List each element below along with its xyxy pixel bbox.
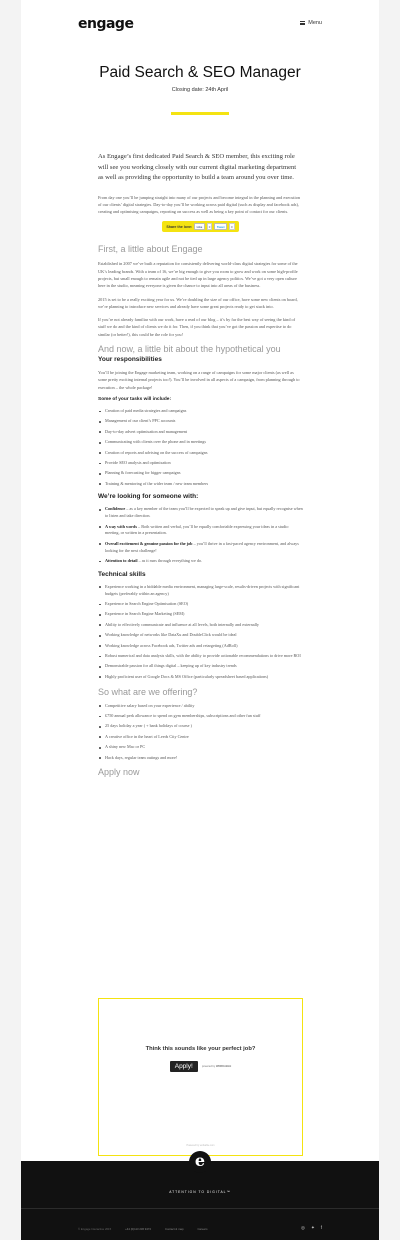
- list-item: Robust numerical and data analysis skills, with the ability to provide actionable recommendations to drive more ROI: [98, 653, 303, 660]
- list-item: A way with words – Both written and verbal, you’ll be equally comfortable expressing your ideas in a studio meeting, or written in a presentation.: [98, 524, 303, 538]
- list-item: Experience in Search Engine Optimisation (SEO): [98, 601, 303, 608]
- list-item: Competitive salary based on your experience / ability: [98, 703, 303, 710]
- apply-footnote: Powered by workable.com: [186, 1144, 215, 1147]
- list-item: Communicating with clients over the phone and in meetings: [98, 439, 303, 446]
- list-item: Creation of paid media strategies and campaigns: [98, 408, 303, 415]
- list-item: £750 annual perk allowance to spend on gym memberships, subscriptions and other fun stuff: [98, 713, 303, 720]
- about-paragraph: If you’re not already familiar with our work, have a read of our blog – it’s by far the best way of seeing the kind of stuff we do and the kind of clients we do it for. Then, if you think that you’ve got the passion and expertise to do similar (or better!), this could be the role for you!: [98, 317, 296, 337]
- instagram-icon[interactable]: ◎: [301, 1225, 305, 1230]
- share-label: Share the love:: [166, 224, 193, 229]
- intro-text: As Engage’s first dedicated Paid Search & SEO member, this exciting role will see you working closely with our current digital marketing department as well as providing the opportunity to build a team around you over time.: [98, 153, 297, 181]
- page: [21, 0, 379, 1240]
- hamburger-icon: [300, 21, 305, 25]
- contact-link[interactable]: Contact & map: [165, 1227, 184, 1231]
- responsibilities-text: You’ll be joining the Engage marketing team, working on a range of campaigns for some major clients (as well as some pretty exciting internal projects too!). You’ll be involved in all aspects of a campaign, from planning through to execution – the whole package!: [98, 370, 300, 390]
- social-links: [301, 1225, 322, 1231]
- skills-heading: Technical skills: [98, 570, 146, 578]
- footer-divider: [21, 1208, 379, 1209]
- footer-links: [78, 1227, 207, 1231]
- role-heading: And now, a little bit about the hypothetical you: [98, 344, 281, 355]
- apply-heading: Apply now: [98, 767, 140, 778]
- list-item: Demonstrable passion for all things digital – keeping up of key industry trends: [98, 663, 303, 670]
- powered-by: powered by WORKABLE: [201, 1065, 232, 1068]
- apply-prompt: Think this sounds like your perfect job?: [145, 1046, 256, 1052]
- list-item: Experience in Search Engine Marketing (SEM): [98, 611, 303, 618]
- footer: [21, 1151, 379, 1240]
- share-bar: [162, 221, 239, 232]
- phone-link[interactable]: +44 (0)113 236 9472: [125, 1227, 152, 1231]
- responsibilities-heading: Your responsibilities: [98, 356, 162, 364]
- list-item: Ability to effectively communicate and influence at all levels, both internally and externally: [98, 622, 303, 629]
- offer-list: [98, 703, 303, 762]
- apply-button[interactable]: Apply!: [170, 1061, 198, 1072]
- list-item: Day-to-day advert optimisation and management: [98, 429, 303, 436]
- twitter-icon[interactable]: ✦: [310, 1225, 315, 1230]
- list-item: Overall excitement & genuine passion for the job – you’ll thrive in a fast-paced agency environment, and always looking for the next challenge!: [98, 541, 303, 555]
- list-item: Highly proficient user of Google Docs & MS Office (particularly spreadsheet based applications): [98, 674, 303, 681]
- list-item: Working knowledge of networks like DataXu and DoubleClick would be ideal: [98, 632, 303, 639]
- apply-row: [99, 1061, 302, 1072]
- like-count: 0: [208, 224, 211, 229]
- list-item: Confidence – as a key member of the team you’ll be expected to speak up and give input, but equally recognise when to listen and take direction.: [98, 506, 303, 520]
- menu-label: Menu: [308, 20, 322, 26]
- list-item: Attention to detail – as it runs through everything we do.: [98, 558, 303, 565]
- about-paragraph: Established in 2007 we’ve built a reputation for consistently delivering world-class digital strategies for some of the UK’s leading brands. With a team of 16, we’re big enough to give you room to grow and work on some high-profile projects, but small enough to remain agile and not be tied up in large agency politics. We’ve got a very open culture here in the studio, meaning everyone is given the chance to input into all areas of the business.: [98, 261, 298, 289]
- list-item: Planning & forecasting for bigger campaigns: [98, 470, 303, 477]
- tasks-list: [98, 408, 303, 488]
- job-description: [98, 152, 303, 783]
- looking-list: [98, 506, 303, 564]
- tasks-heading: Some of your tasks will include:: [98, 396, 172, 402]
- list-item: Training & mentoring of the wider team / new team members: [98, 481, 303, 488]
- tweet-button[interactable]: Tweet: [214, 223, 227, 230]
- accent-divider: [171, 112, 229, 115]
- skills-list: [98, 584, 303, 681]
- list-item: Management of our client’s PPC accounts: [98, 418, 303, 425]
- facebook-icon[interactable]: f: [320, 1225, 322, 1230]
- list-item: Hack days, regular team outings and more!: [98, 755, 303, 762]
- list-item: A creative office in the heart of Leeds City Centre: [98, 734, 303, 741]
- list-item: Experience working in a biddable media environment, managing large-scale, results-driven projects with significant budgets (preferably within an agency): [98, 584, 303, 598]
- footer-logo[interactable]: e: [189, 1151, 211, 1173]
- closing-date: Closing date: 24th April: [171, 87, 229, 93]
- tweet-count: 0: [231, 224, 233, 229]
- careers-link[interactable]: Careers: [197, 1227, 208, 1231]
- facebook-like-button[interactable]: Like: [194, 223, 205, 230]
- list-item: Provide SEO analysis and optimisation: [98, 460, 303, 467]
- apply-widget: [98, 998, 303, 1156]
- intro-paragraph: From day one you’ll be jumping straight into many of our projects and become integral in the planning and execution of our clients’ digital strategies. Day-to-day you’ll be working across paid digital (such as display and facebook ads), creating and optimising campaigns, reporting on success as well as being a key point of contact for our clients.: [98, 194, 301, 215]
- list-item: A shiny new Mac or PC: [98, 744, 303, 751]
- looking-heading: We’re looking for someone with:: [98, 493, 199, 501]
- offer-heading: So what are we offering?: [98, 686, 198, 697]
- copyright: © Engage Interactive 2015: [78, 1227, 112, 1231]
- list-item: Working knowledge across Facebook ads, Twitter ads and retargeting (AdRoll): [98, 643, 303, 650]
- list-item: 25 days holiday a year ( + bank holidays of course ): [98, 723, 303, 730]
- footer-tagline: ATTENTION TO DIGITAL™: [169, 1190, 231, 1194]
- about-heading: First, a little about Engage: [98, 244, 203, 255]
- engage-logo[interactable]: engage: [78, 16, 134, 32]
- menu-button[interactable]: [300, 20, 322, 26]
- page-title: Paid Search & SEO Manager: [99, 64, 301, 81]
- list-item: Creation of reports and advising on the success of campaigns: [98, 450, 303, 457]
- about-paragraph: 2015 is set to be a really exciting year for us. We’re doubling the size of our office, have some new clients on board, we’re planning to introduce new services and already have some great projects ready to get stuck into.: [98, 296, 298, 309]
- header: [21, 0, 379, 50]
